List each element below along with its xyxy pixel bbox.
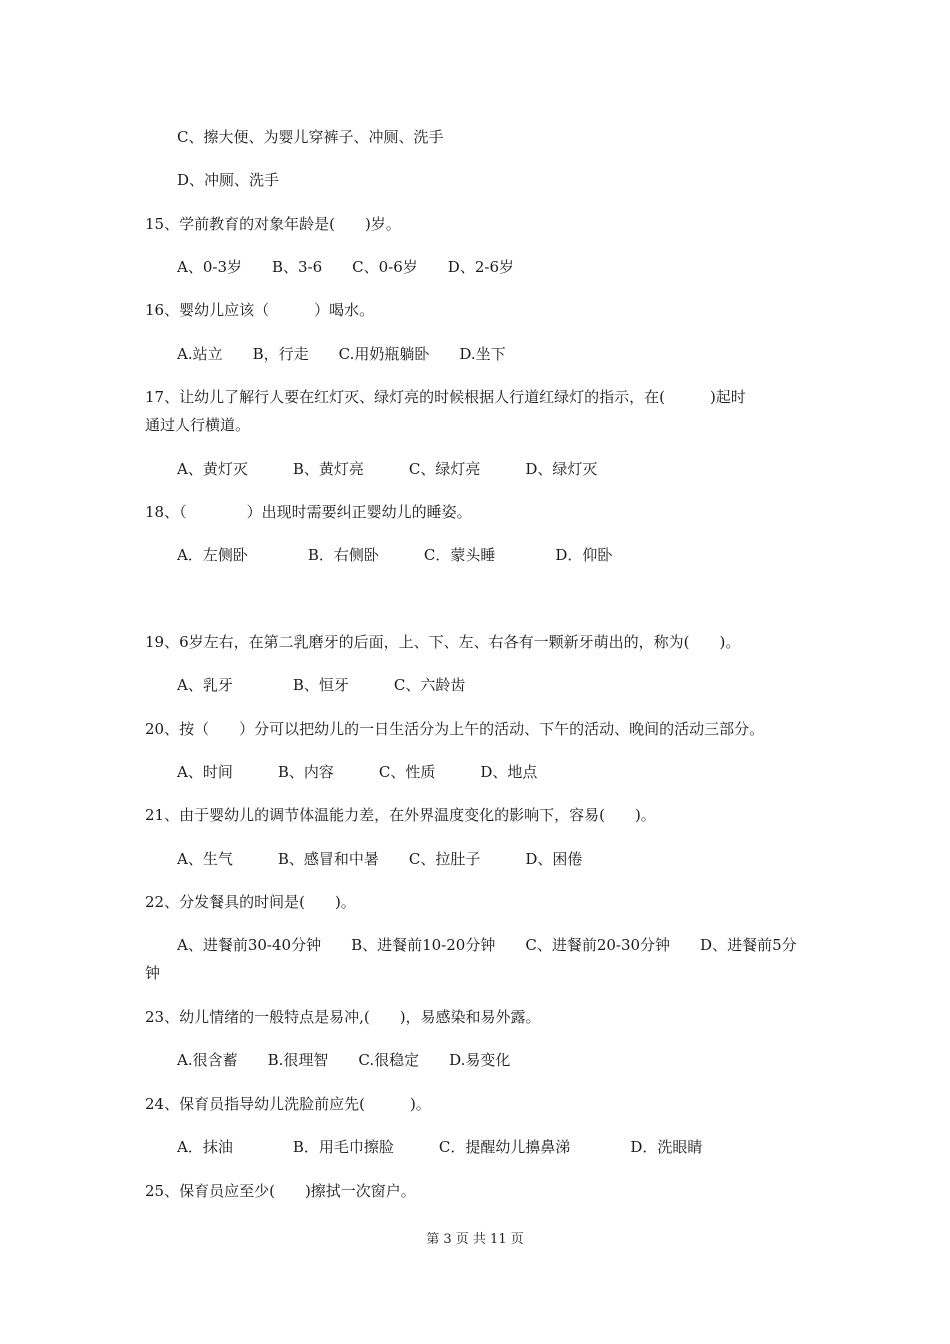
options-20: A、时间 B、内容 C、性质 D、地点 (177, 763, 538, 781)
options-16: A.站立 B，行走 C.用奶瓶躺卧 D.坐下 (177, 345, 506, 363)
question-21: 21、由于婴幼儿的调节体温能力差，在外界温度变化的影响下，容易( )。 (145, 806, 656, 824)
option-line: C、擦大便、为婴儿穿裤子、冲厕、洗手 (177, 128, 444, 146)
question-22: 22、分发餐具的时间是( )。 (145, 893, 356, 911)
question-15: 15、学前教育的对象年龄是( )岁。 (145, 215, 401, 233)
options-21: A、生气 B、感冒和中暑 C、拉肚子 D、困倦 (177, 850, 583, 868)
option-line: D、冲厕、洗手 (177, 171, 280, 189)
question-24: 24、保育员指导幼儿洗脸前应先( )。 (145, 1095, 431, 1113)
question-20: 20、按（ ）分可以把幼儿的一日生活分为上午的活动、下午的活动、晚间的活动三部分。 (145, 720, 765, 738)
options-18: A．左侧卧 B．右侧卧 C．蒙头睡 D．仰卧 (177, 546, 613, 564)
options-24: A．抹油 B．用毛巾擦脸 C．提醒幼儿擤鼻涕 D．洗眼睛 (177, 1138, 703, 1156)
options-19: A、乳牙 B、恒牙 C、六龄齿 (177, 676, 466, 694)
options-22: A、进餐前30-40分钟 B、进餐前10-20分钟 C、进餐前20-30分钟 D、进餐前5分 (177, 936, 797, 954)
question-19: 19、6岁左右，在第二乳磨牙的后面，上、下、左、右各有一颗新牙萌出的，称为( )。 (145, 633, 741, 651)
options-23: A.很含蓄 B.很理智 C.很稳定 D.易变化 (177, 1051, 511, 1069)
options-17: A、黄灯灭 B、黄灯亮 C、绿灯亮 D、绿灯灭 (177, 460, 598, 478)
question-16: 16、婴幼儿应该（ ）喝水。 (145, 301, 375, 319)
options-22-continued: 钟 (145, 964, 161, 982)
question-25: 25、保育员应至少( )擦拭一次窗户。 (145, 1182, 416, 1200)
question-17-continued: 通过人行横道。 (145, 416, 251, 434)
question-18: 18、（ ）出现时需要纠正婴幼儿的睡姿。 (145, 503, 472, 521)
question-17: 17、让幼儿了解行人要在红灯灭、绿灯亮的时候根据人行道红绿灯的指示，在( )起时 (145, 388, 746, 406)
question-23: 23、幼儿情绪的一般特点是易冲,( )，易感染和易外露。 (145, 1008, 541, 1026)
options-15: A、0-3岁 B、3-6 C、0-6岁 D、2-6岁 (177, 258, 514, 276)
page-footer: 第 3 页 共 11 页 (426, 1232, 524, 1247)
